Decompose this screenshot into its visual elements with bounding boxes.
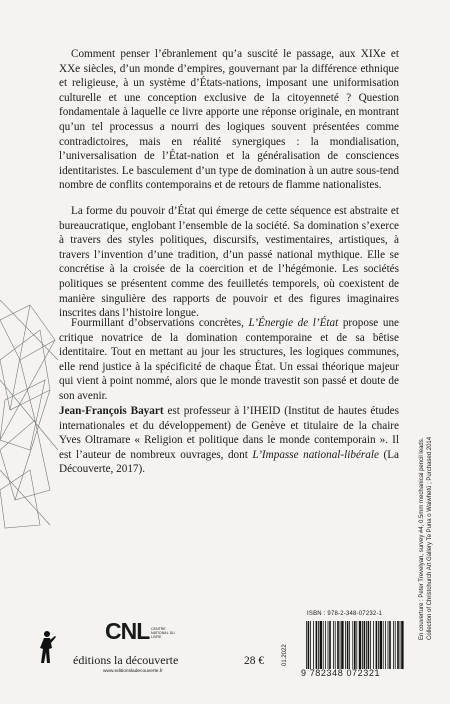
- description-paragraph-2: [59, 204, 399, 321]
- author-name: Jean-François Bayart: [59, 405, 164, 417]
- description-paragraph-1: [59, 47, 399, 193]
- cnl-logo-text: CNL: [105, 618, 150, 644]
- publisher-name: éditions la découverte: [73, 653, 179, 667]
- credit-line-1: En couverture : Peter Trevelyan, survey #4, 0.5mm mechanical pencil leads.: [419, 437, 425, 640]
- publisher-url: www.editionsladecouverte.fr: [103, 669, 163, 674]
- paragraph-text: La forme du pouvoir d’État qui émerge de cette séquence est abstraite et bureaucratique, englobant l’ensemble de la société. Sa domination s’exerce à travers des styles politiques, discursifs, vestimentaires, artistiques, à travers l’invention d’une tradition, d’un passé national mythique. Elle se concrétise à la croisée de la coercition et de l’hégémonie. Les sociétés politiques se présentent comme des feuilletés temporels, où coexistent de manière singulière des rapports de pouvoir et des figures imaginaires inscrites dans l’histoire longue.: [59, 205, 399, 320]
- paragraph-text-before: Fourmillant d’observations concrètes,: [71, 317, 249, 329]
- barcode-digits: 9 782348 072321: [301, 668, 381, 678]
- barcode: [305, 621, 406, 669]
- price: 28 €: [244, 655, 265, 667]
- cnl-logo: [105, 618, 185, 646]
- bio-text-1: est professeur à l’IHEID (Institut de hautes études internationales et du développement) de Genève et titulaire de la chaire Yves Oltramare « Religion et politique dans le monde contemporain ». Il est l’auteur de nombreux ouvrages, dont: [59, 405, 400, 461]
- bio-text: [59, 404, 399, 477]
- bio-text-2: (La Découverte, 2017).: [59, 448, 399, 476]
- credit-line-2: Collection of Christchurch Art Gallery Te Puna o Waiwhetū ; Purchased 2014: [427, 436, 433, 640]
- date-code-text: 01.2022: [282, 644, 288, 666]
- book-title: L’Énergie de l’État: [248, 317, 339, 329]
- description-paragraph-3: [59, 316, 399, 404]
- cnl-logo-subtitle: CENTRE NATIONAL DU LIVRE: [151, 627, 175, 640]
- paragraph-text-after: propose une critique novatrice de la domination contemporaine et de sa bêtise identitaire. Tout en mettant au jour les structures, les logiques communes, elle rend justice à la spécificité de chaque État. Un essai théorique majeur qui vient à point nommé, alors que le monde travestit son passé et doute de son avenir.: [59, 317, 399, 402]
- bio-book-title: L’Impasse national-libérale: [252, 448, 379, 461]
- author-bio: [59, 404, 399, 477]
- date-code: [282, 622, 294, 668]
- wire-sculpture-image: [0, 300, 60, 530]
- isbn: ISBN : 978-2-348-07232-1: [307, 611, 383, 617]
- paragraph-text: Comment penser l’ébranlement qu’a suscité le passage, aux XIXe et XXe siècles, d’un monde d’empires, gouvernant par la différence ethnique et religieuse, à un système d’États-nations, imposant une uniformisation culturelle et une conception exclusive de la citoyenneté ? Question fondamentale à laquelle ce livre apporte une réponse originale, en montrant qu’un tel processus a nourri des logiques souvent présentées comme contradictoires, mais en réalité synergiques : la mondialisation, l’universalisation de l’État-nation et la généralisation de consciences identitaristes. Le basculement d’un type de domination à un autre sous-tend nombre de conflits contemporains et de retours de flamme nationalistes.: [59, 48, 399, 192]
- paragraph-text: [59, 316, 399, 404]
- cover-credits: [418, 436, 446, 702]
- publisher-figure-logo: [38, 630, 56, 664]
